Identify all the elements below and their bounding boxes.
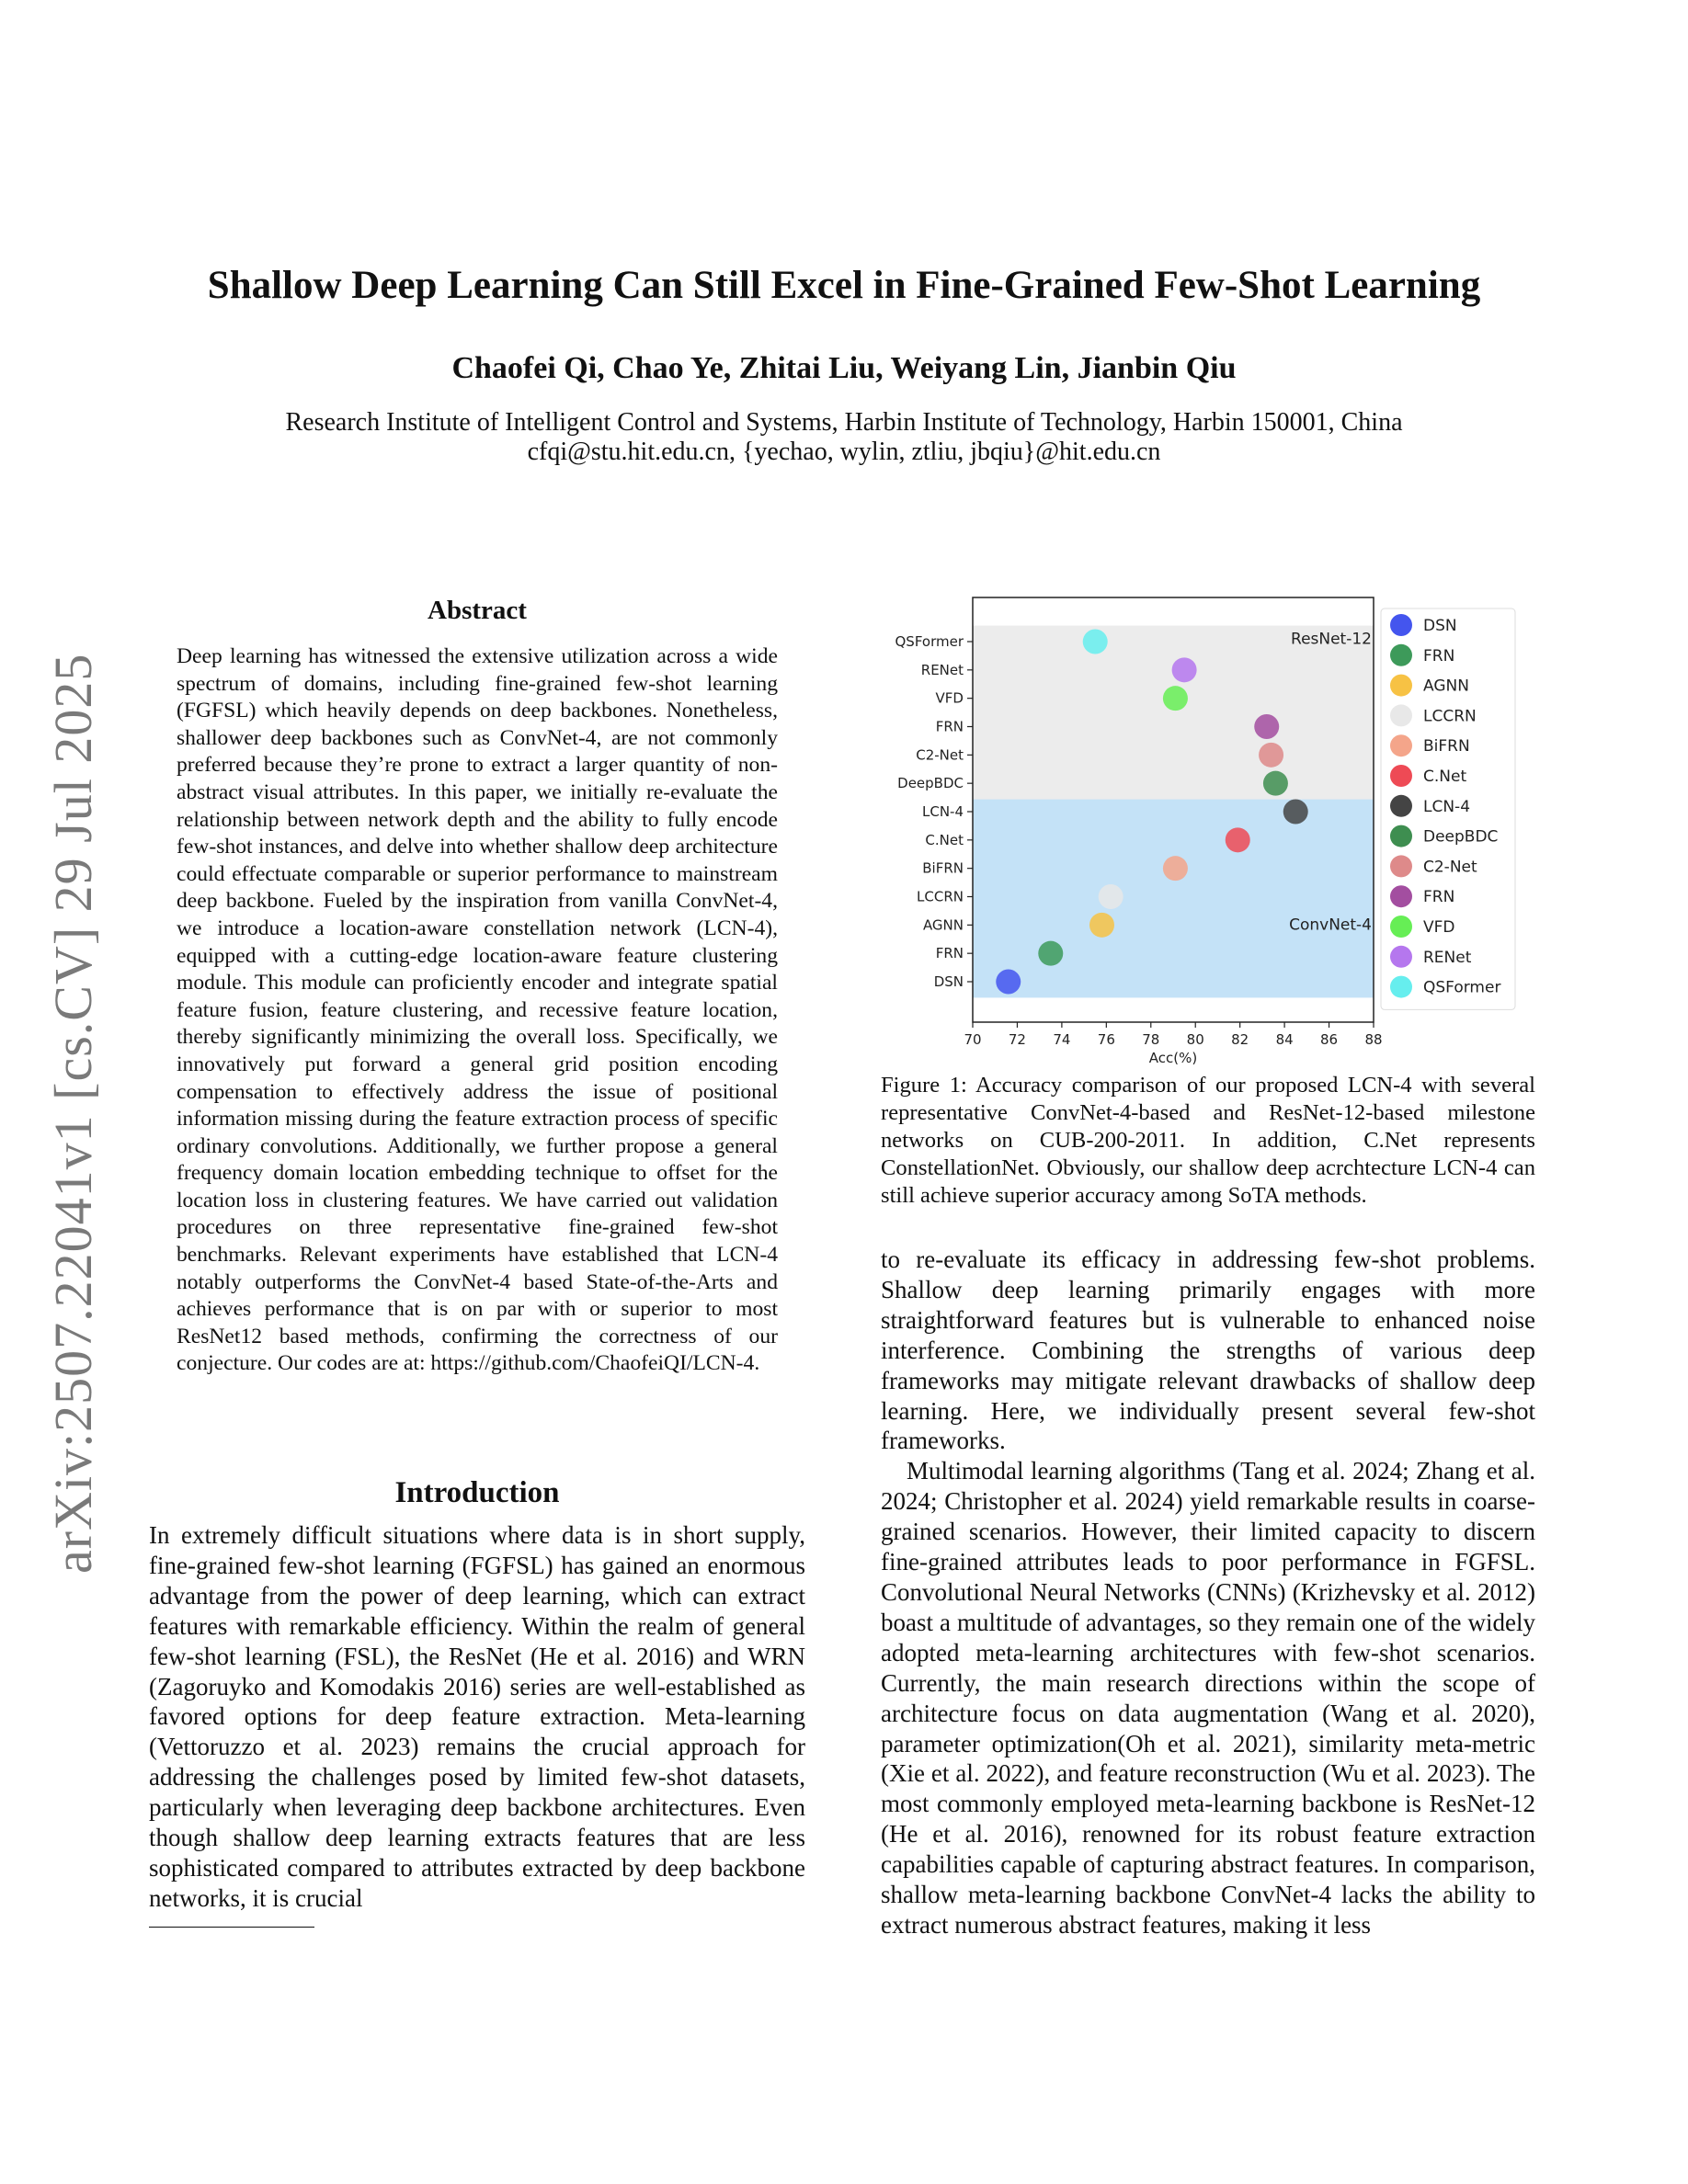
legend-label: BiFRN [1423,737,1470,756]
figure-1-chart [881,596,1535,1064]
data-point [1254,714,1279,739]
data-point [1259,743,1283,768]
x-tick-label: 80 [1186,1031,1204,1048]
footnote-rule [149,1927,314,1928]
x-tick-label: 76 [1097,1031,1115,1048]
abstract-text: Deep learning has witnessed the extensive utilization across a wide spectrum of domains, including fine-grained few-shot learning (FGFSL) which heavily depends on deep backbones. Nonetheless, shallower deep backbones such as ConvNet-4, are not commonly preferred because they’re prone to extract a larger quantity of non-abstract visual attributes. In this paper, we initially re-evaluate the relationship between network depth and the ability to fully encode few-shot instances, and delve into whether shallow deep architecture could effectuate comparable or superior performance to mainstream deep backbone. Fueled by the inspiration from vanilla ConvNet-4, we introduce a location-aware constellation network (LCN-4), equipped with a cutting-edge location-aware feature clustering module. This module can proficiently encoder and integrate spatial feature fusion, feature clustering, and recessive feature location, thereby significantly minimizing the overall loss. Specifically, we innovatively put forward a general grid position encoding compensation to effectively address the issue of positional information missing during the feature extraction process of specific ordinary convolutions. Additionally, we further propose a general frequency domain location embedding technique to offset for the location loss in clustering features. We have carried out validation procedures on three representative fine-grained few-shot benchmarks. Relevant experiments have established that LCN-4 notably outperforms the ConvNet-4 based State-of-the-Arts and achieves performance that is on par with or superior to most ResNet12 based methods, confirming the correctness of our conjecture. Our codes are at: https://github.com/ChaofeiQI/LCN-4. [177,644,778,1376]
arxiv-identifier: arXiv:2507.22041v1 [cs.CV] 29 Jul 2025 [43,653,103,1574]
x-tick-label: 78 [1142,1031,1160,1048]
x-tick-label: 84 [1275,1031,1294,1048]
x-tick-label: 70 [964,1031,982,1048]
right-paragraph-2: Multimodal learning algorithms (Tang et al. 2024; Zhang et al. 2024; Christopher et al. 2024) yield remarkable results in coarse-grained scenarios. However, their limited capacity to discern fine-grained attributes leads to poor performance in FGFSL. Convolutional Neural Networks (CNNs) (Krizhevsky et al. 2012) boast a multitude of advantages, so they remain one of the widely adopted meta-learning architectures with few-shot scenarios. Currently, the main research directions within the scope of architecture focus on data augmentation (Wang et al. 2020), parameter optimization(Oh et al. 2021), similarity meta-metric (Xie et al. 2022), and feature reconstruction (Wu et al. 2023). The most commonly employed meta-learning backbone is ResNet-12 (He et al. 2016), renowned for its robust feature extraction capabilities capable of capturing abstract features. In comparison, shallow meta-learning backbone ConvNet-4 lacks the ability to extract numerous abstract features, making it less [881,1457,1535,1939]
data-point [1263,771,1288,796]
y-tick-label: C2-Net [916,746,964,764]
right-paragraph-1: to re-evaluate its efficacy in addressing few-shot problems. Shallow deep learning primarily engages with more straightforward features but is vulnerable to enhanced noise interference. Combining the strengths of various deep frameworks may mitigate relevant drawbacks of shallow deep learning. Here, we individually present several few-shot frameworks. [881,1246,1535,1455]
email-line: cfqi@stu.hit.edu.cn, {yechao, wylin, ztliu, jbqiu}@hit.edu.cn [527,438,1161,466]
accuracy-scatter-chart [881,596,1535,1064]
legend-label: RENet [1423,948,1472,967]
x-tick-label: 88 [1364,1031,1383,1048]
legend-label: AGNN [1423,677,1469,696]
legend-label: VFD [1423,918,1455,937]
data-point [1089,913,1114,938]
legend-marker [1390,885,1412,907]
legend-marker [1390,765,1412,787]
introduction-body [149,1520,805,1914]
legend-label: DSN [1423,617,1457,635]
author-list: Chaofei Qi, Chao Ye, Zhitai Liu, Weiyang Lin, Jianbin Qiu [451,351,1237,385]
abstract-heading: Abstract [428,596,527,625]
data-point [1083,630,1108,654]
paper-title: Shallow Deep Learning Can Still Excel in Fine-Grained Few-Shot Learning [207,264,1481,307]
introduction-paragraph-1: In extremely difficult situations where data is in short supply, fine-grained few-shot learning (FGFSL) has gained an enormous advantage from the power of deep learning, which can extract features with remarkable efficiency. Within the realm of general few-shot learning (FSL), the ResNet (He et al. 2016) and WRN (Zagoruyko and Komodakis 2016) series are well-established as favored options for deep feature extraction. Meta-learning (Vettoruzzo et al. 2023) remains the crucial approach for addressing the challenges posed by limited few-shot datasets, particularly when leveraging deep backbone architectures. Even though shallow deep learning extracts features that are less sophisticated compared to attributes extracted by deep backbone networks, it is crucial [149,1521,805,1912]
legend-marker [1390,946,1412,968]
data-point [1163,686,1188,711]
legend-label: FRN [1423,888,1455,907]
figure-caption-text: Figure 1: Accuracy comparison of our proposed LCN-4 with several representative ConvNet-4-based and ResNet-12-based milestone networks on CUB-200-2011. In addition, C.Net represents ConstellationNet. Obviously, our shallow deep acrchtecture LCN-4 can still achieve superior accuracy among SoTA methods. [881,1073,1535,1208]
y-tick-label: C.Net [925,831,964,848]
region-1 [973,626,1374,800]
x-tick-label: 74 [1053,1031,1071,1048]
legend-marker [1390,825,1412,847]
legend-label: LCCRN [1423,707,1477,726]
legend-marker [1390,644,1412,666]
y-tick-label: LCCRN [917,888,964,905]
y-tick-label: QSFormer [895,633,964,650]
y-tick-label: DeepBDC [897,775,964,792]
legend-marker [1390,855,1412,877]
figure-caption [881,1072,1535,1210]
abstract-body [177,643,778,1378]
region-label: ConvNet-4 [1289,916,1372,935]
region-0 [973,796,1374,998]
y-tick-label: LCN-4 [921,803,964,820]
legend-label: C2-Net [1423,858,1477,877]
introduction-heading: Introduction [394,1476,560,1509]
region-label: ResNet-12 [1291,630,1372,649]
right-column-body [881,1245,1535,1940]
legend-marker [1390,704,1412,726]
x-tick-label: 82 [1231,1031,1249,1048]
data-point [1038,941,1063,966]
data-point [1099,884,1123,909]
data-point [996,970,1021,995]
y-tick-label: DSN [933,973,964,990]
legend-marker [1390,734,1412,756]
y-tick-label: VFD [935,689,964,707]
data-point [1172,657,1197,682]
legend-label: FRN [1423,646,1455,665]
affiliation: Research Institute of Intelligent Control and Systems, Harbin Institute of Technology, Harbin 150001, China [285,408,1403,437]
y-tick-label: AGNN [922,916,964,934]
legend-marker [1390,675,1412,697]
y-tick-label: FRN [935,945,964,962]
y-tick-label: FRN [935,718,964,735]
x-tick-label: 86 [1320,1031,1339,1048]
legend-marker [1390,795,1412,817]
data-point [1163,856,1188,881]
legend-label: DeepBDC [1423,827,1499,847]
legend-marker [1390,916,1412,938]
data-point [1283,800,1308,825]
legend-label: QSFormer [1423,978,1501,997]
legend-marker [1390,614,1412,636]
affiliation-block [0,408,1688,467]
y-tick-label: BiFRN [922,859,964,877]
x-tick-label: 72 [1008,1031,1026,1048]
data-point [1226,827,1250,852]
x-axis-label: Acc(%) [1148,1050,1198,1064]
legend-label: C.Net [1423,768,1467,786]
y-tick-label: RENet [920,661,964,678]
legend-label: LCN-4 [1423,797,1471,816]
legend-marker [1390,976,1412,998]
